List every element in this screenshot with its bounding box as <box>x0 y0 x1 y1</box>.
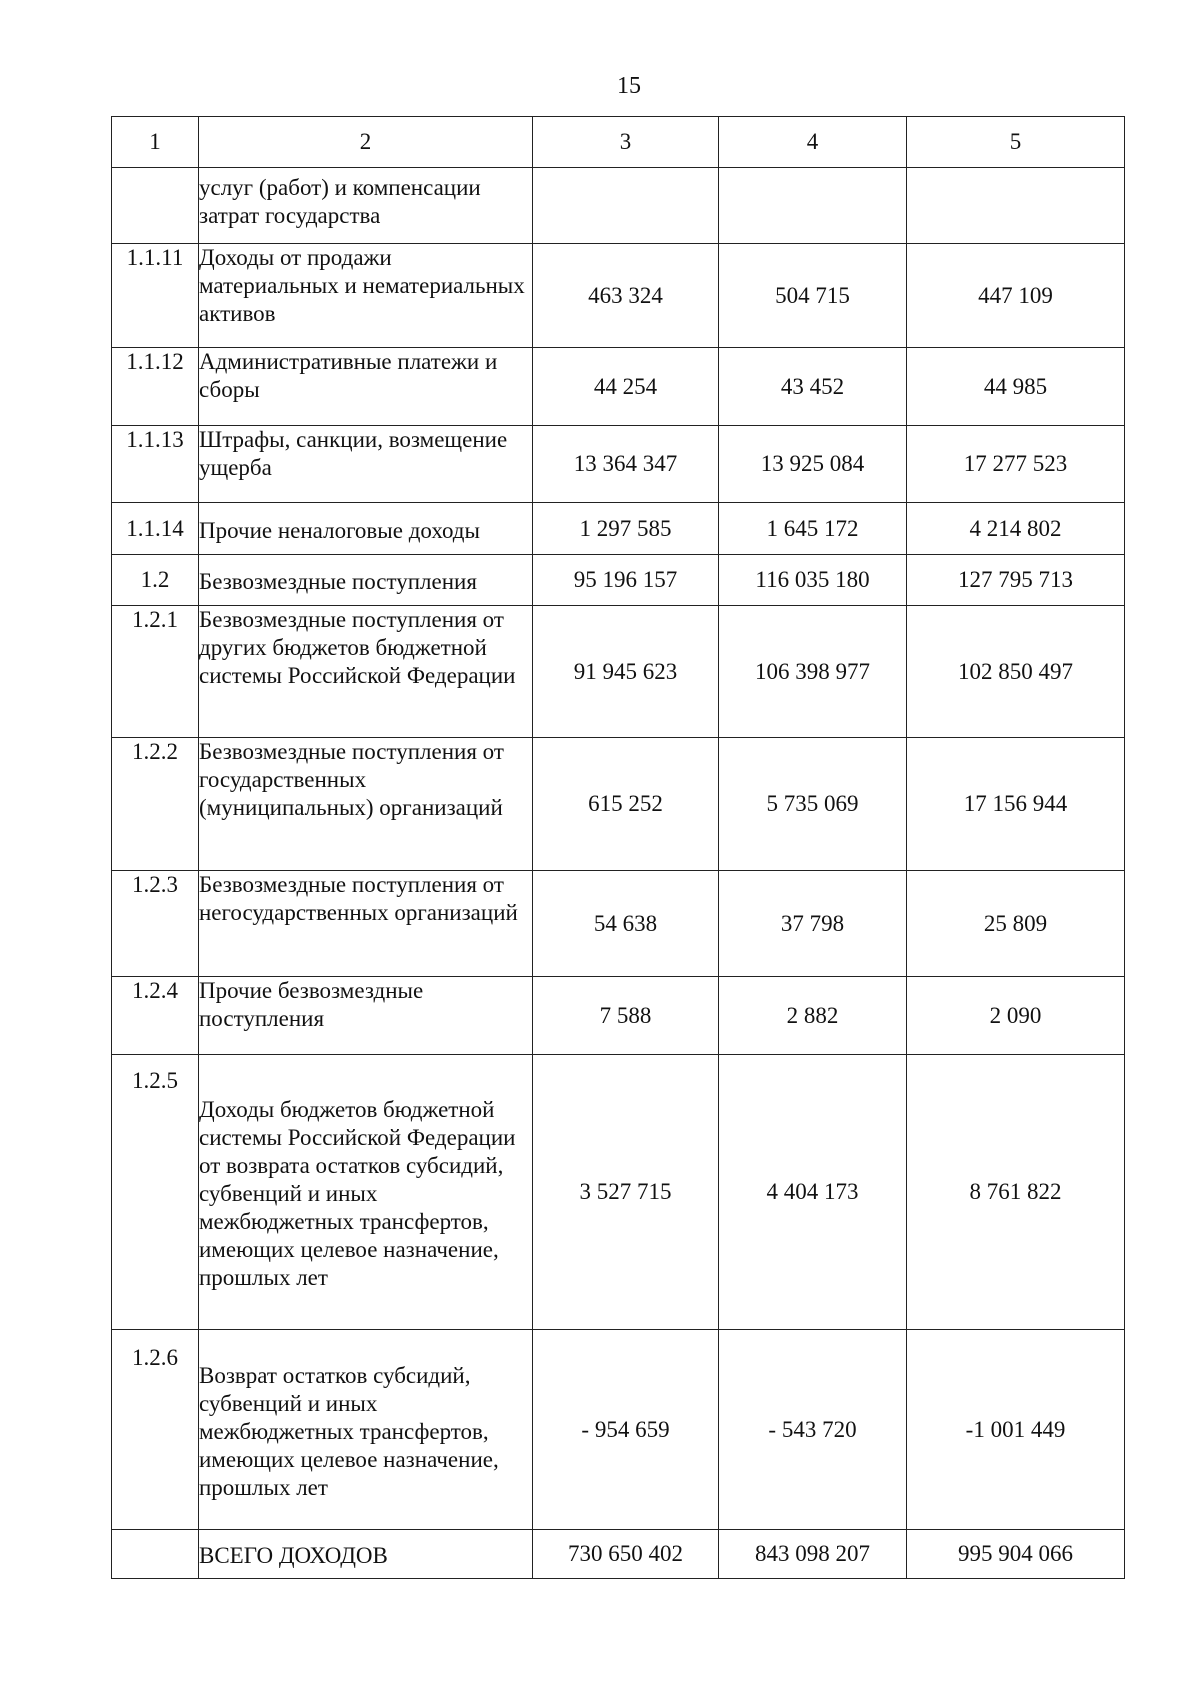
row-value-3: 1 297 585 <box>533 503 719 555</box>
revenue-table <box>111 116 1125 1579</box>
table-row <box>112 426 1125 503</box>
row-value-5 <box>907 168 1125 244</box>
column-header-1: 1 <box>112 117 199 168</box>
row-value-4: 106 398 977 <box>719 606 907 738</box>
row-code <box>112 1530 199 1579</box>
column-header-2: 2 <box>199 117 533 168</box>
column-header-5: 5 <box>907 117 1125 168</box>
row-code: 1.2.4 <box>112 977 199 1055</box>
row-value-4: 5 735 069 <box>719 738 907 871</box>
row-value-3: 7 588 <box>533 977 719 1055</box>
row-value-4: 116 035 180 <box>719 555 907 606</box>
row-code <box>112 168 199 244</box>
row-value-5: 17 277 523 <box>907 426 1125 503</box>
row-code: 1.1.14 <box>112 503 199 555</box>
table-row <box>112 1055 1125 1330</box>
row-value-4: 4 404 173 <box>719 1055 907 1330</box>
page-number: 15 <box>617 73 641 99</box>
row-code: 1.2.2 <box>112 738 199 871</box>
row-name: Безвозмездные поступления от государственных (муниципальных) организаций <box>199 738 533 871</box>
row-value-4 <box>719 168 907 244</box>
row-value-3 <box>533 168 719 244</box>
row-value-3: 44 254 <box>533 348 719 426</box>
row-value-3: 13 364 347 <box>533 426 719 503</box>
row-code: 1.2.5 <box>112 1055 199 1330</box>
row-name: услуг (работ) и компенсации затрат государства <box>199 168 533 244</box>
row-value-4: 43 452 <box>719 348 907 426</box>
row-name: Безвозмездные поступления <box>199 555 533 606</box>
row-name: Прочие безвозмездные поступления <box>199 977 533 1055</box>
row-value-5: 25 809 <box>907 871 1125 977</box>
row-value-5: 4 214 802 <box>907 503 1125 555</box>
column-header-4: 4 <box>719 117 907 168</box>
row-code: 1.1.11 <box>112 244 199 348</box>
row-value-5: 44 985 <box>907 348 1125 426</box>
row-name: Штрафы, санкции, возмещение ущерба <box>199 426 533 503</box>
row-name: Безвозмездные поступления от других бюджетов бюджетной системы Российской Федерации <box>199 606 533 738</box>
table-row <box>112 977 1125 1055</box>
table-row <box>112 1330 1125 1530</box>
row-value-5: -1 001 449 <box>907 1330 1125 1530</box>
row-value-4: - 543 720 <box>719 1330 907 1530</box>
row-value-5: 102 850 497 <box>907 606 1125 738</box>
row-value-5: 995 904 066 <box>907 1530 1125 1579</box>
row-value-3: 730 650 402 <box>533 1530 719 1579</box>
table-row <box>112 244 1125 348</box>
row-code: 1.2 <box>112 555 199 606</box>
table-row <box>112 871 1125 977</box>
row-value-4: 1 645 172 <box>719 503 907 555</box>
row-name: Доходы от продажи материальных и нематериальных активов <box>199 244 533 348</box>
row-name: Доходы бюджетов бюджетной системы Российской Федерации от возврата остатков субсидий, субвенций и иных межбюджетных трансфертов, имеющих целевое назначение, прошлых лет <box>199 1055 533 1330</box>
row-value-4: 37 798 <box>719 871 907 977</box>
row-code: 1.2.1 <box>112 606 199 738</box>
table-row <box>112 348 1125 426</box>
table-row <box>112 168 1125 244</box>
row-name: Безвозмездные поступления от негосударственных организаций <box>199 871 533 977</box>
row-value-3: 463 324 <box>533 244 719 348</box>
table-row <box>112 503 1125 555</box>
row-value-3: 91 945 623 <box>533 606 719 738</box>
row-name: Административные платежи и сборы <box>199 348 533 426</box>
row-value-3: 615 252 <box>533 738 719 871</box>
row-name: Возврат остатков субсидий, субвенций и иных межбюджетных трансфертов, имеющих целевое назначение, прошлых лет <box>199 1330 533 1530</box>
row-value-5: 447 109 <box>907 244 1125 348</box>
row-value-5: 17 156 944 <box>907 738 1125 871</box>
row-name: Прочие неналоговые доходы <box>199 503 533 555</box>
row-value-5: 8 761 822 <box>907 1055 1125 1330</box>
table-row <box>112 606 1125 738</box>
row-value-3: 95 196 157 <box>533 555 719 606</box>
row-code: 1.2.3 <box>112 871 199 977</box>
row-value-4: 13 925 084 <box>719 426 907 503</box>
row-code: 1.1.13 <box>112 426 199 503</box>
row-code: 1.1.12 <box>112 348 199 426</box>
row-value-4: 504 715 <box>719 244 907 348</box>
row-name: ВСЕГО ДОХОДОВ <box>199 1530 533 1579</box>
header-row <box>112 117 1125 168</box>
row-value-3: 3 527 715 <box>533 1055 719 1330</box>
row-code: 1.2.6 <box>112 1330 199 1530</box>
row-value-4: 843 098 207 <box>719 1530 907 1579</box>
table-row <box>112 738 1125 871</box>
table-row <box>112 555 1125 606</box>
row-value-3: - 954 659 <box>533 1330 719 1530</box>
column-header-3: 3 <box>533 117 719 168</box>
row-value-3: 54 638 <box>533 871 719 977</box>
row-value-5: 2 090 <box>907 977 1125 1055</box>
total-row <box>112 1530 1125 1579</box>
row-value-5: 127 795 713 <box>907 555 1125 606</box>
row-value-4: 2 882 <box>719 977 907 1055</box>
